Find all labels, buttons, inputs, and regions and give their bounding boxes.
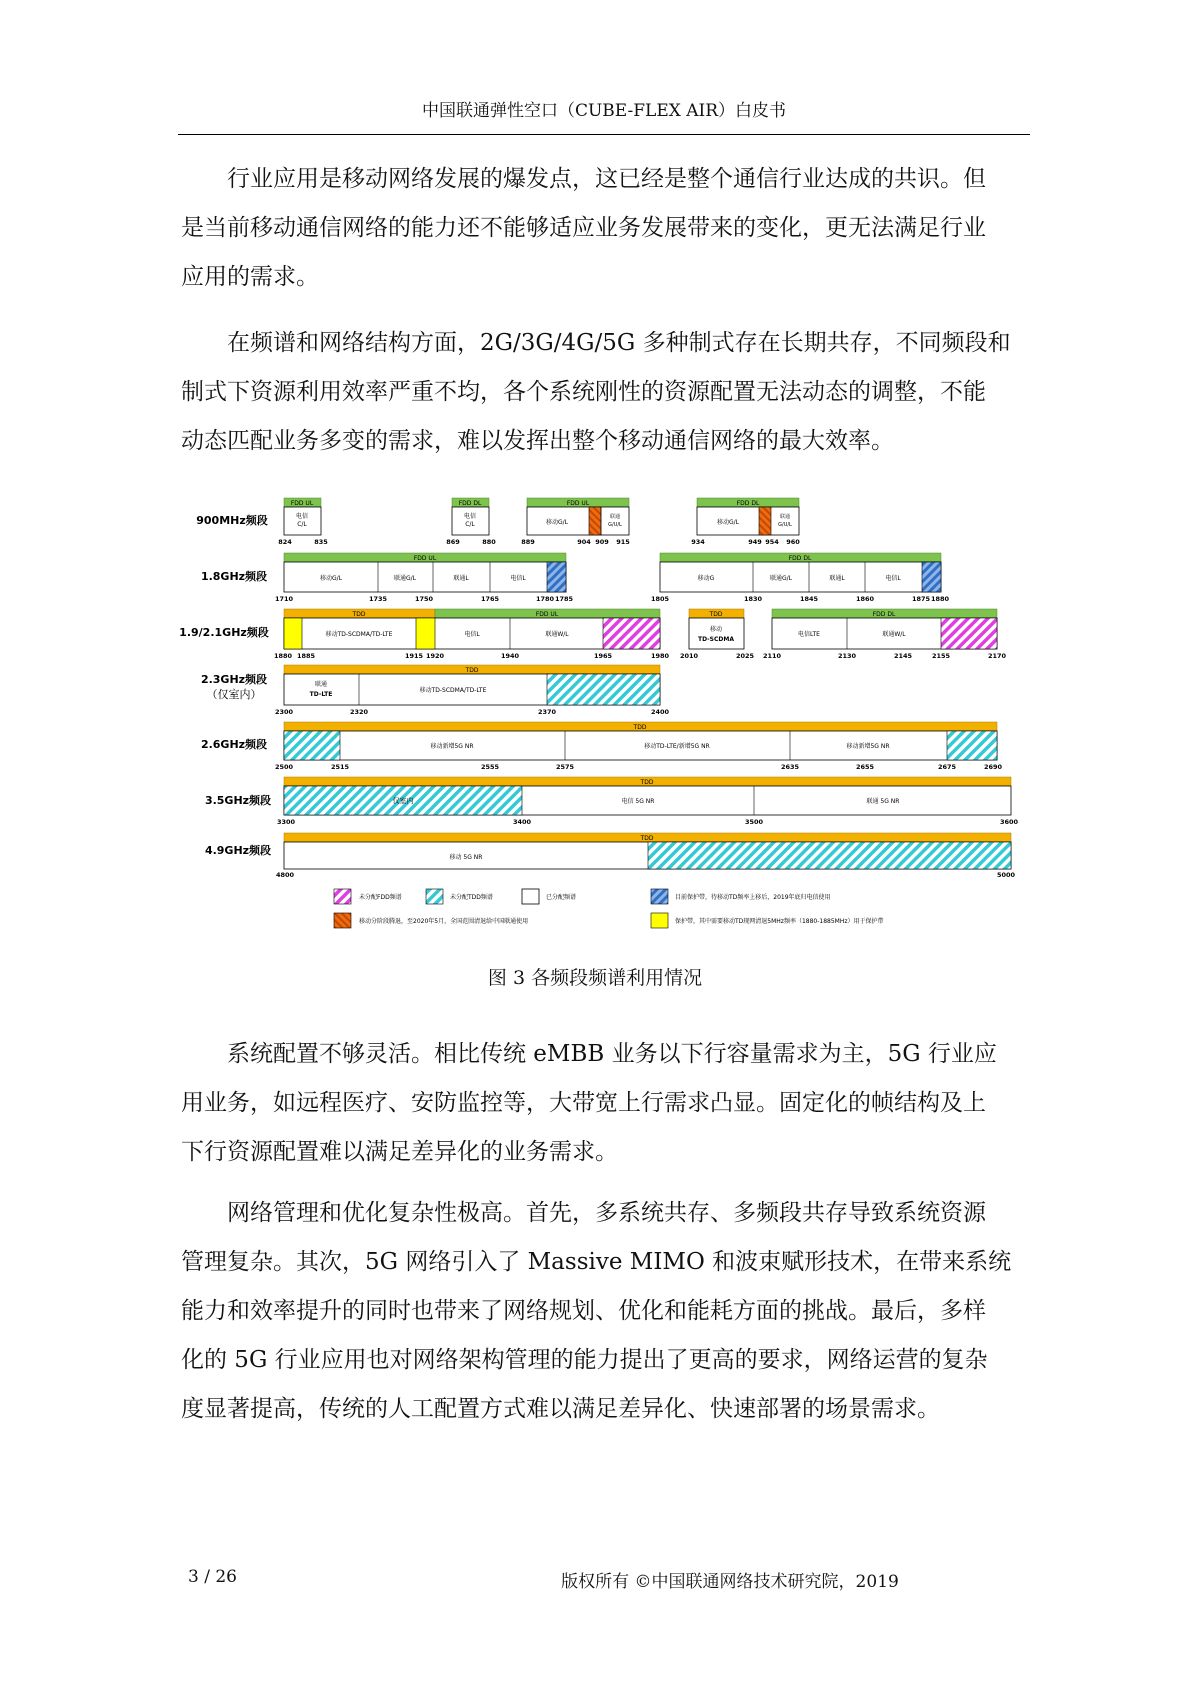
tick-label: 934 xyxy=(691,538,705,546)
tick-label: 1710 xyxy=(274,595,294,603)
unallocated-tdd-block xyxy=(947,731,997,760)
unallocated-fdd-block xyxy=(941,618,997,649)
block-label: 联通 5G NR xyxy=(866,798,900,805)
block-label: 电信 xyxy=(463,513,477,520)
row-label-2300: 2.3GHz频段 xyxy=(200,673,268,686)
paragraph-line: 系统配置不够灵活。相比传统 eMBB 业务以下行容量需求为主，5G 行业应 xyxy=(227,1041,997,1067)
tick-label: 2300 xyxy=(274,708,294,716)
legend-swatch xyxy=(334,889,351,904)
row-sublabel-2300: （仅室内） xyxy=(206,688,262,701)
migration-block xyxy=(589,507,601,535)
block-label: 移动 xyxy=(709,626,723,633)
tick-label: 2025 xyxy=(735,652,755,660)
paragraph-line: 网络管理和优化复杂性极高。首先，多系统共存、多频段共存导致系统资源 xyxy=(227,1200,986,1226)
tick-label: 1750 xyxy=(414,595,434,603)
block-label: 联通L xyxy=(453,575,469,582)
paragraph-management xyxy=(181,1189,1021,1434)
unallocated-tdd-block xyxy=(648,842,1011,869)
paragraph-line: 下行资源配置难以满足差异化的业务需求。 xyxy=(181,1139,618,1165)
paragraph-line: 应用的需求。 xyxy=(181,264,319,290)
tick-label: 1880 xyxy=(930,595,950,603)
row-label-1900-2100: 1.9/2.1GHz频段 xyxy=(179,626,269,639)
tick-label: 1830 xyxy=(743,595,763,603)
tick-label: 1735 xyxy=(368,595,388,603)
block-label: 电信LTE xyxy=(798,631,820,638)
tick-label: 2010 xyxy=(679,652,699,660)
tick-label: 1805 xyxy=(650,595,670,603)
bar-label: FDD UL xyxy=(290,500,314,507)
bar-label: FDD DL xyxy=(736,500,760,507)
block-label: 电信L xyxy=(464,631,480,638)
protection-block xyxy=(284,618,302,649)
bar-label: FDD DL xyxy=(458,500,482,507)
tick-label: 2515 xyxy=(330,763,350,771)
tick-label: 1880 xyxy=(273,652,293,660)
block-label: 移动G xyxy=(697,575,715,582)
tick-label: 1860 xyxy=(855,595,875,603)
tick-label: 824 xyxy=(278,538,292,546)
legend-label: 未分配FDD频谱 xyxy=(359,894,402,901)
row-label-2600: 2.6GHz频段 xyxy=(200,738,268,751)
tick-label: 960 xyxy=(786,538,800,546)
guard-band-block xyxy=(547,562,566,592)
block-label: G/U/L xyxy=(608,522,622,528)
unallocated-tdd-block xyxy=(547,674,660,705)
block-label: G/U/L xyxy=(778,522,792,528)
legend-swatch xyxy=(522,889,539,904)
spectrum-row xyxy=(284,731,997,760)
tick-label: 1765 xyxy=(480,595,500,603)
spectrum-block xyxy=(527,507,629,535)
legend-swatch xyxy=(426,889,443,904)
tick-label: 2690 xyxy=(983,763,1003,771)
paragraph-line: 行业应用是移动网络发展的爆发点，这已经是整个通信行业达成的共识。但 xyxy=(227,166,986,192)
legend-label: 目前保护带，待移动TD频率上移后，2019年底归电信使用 xyxy=(675,894,831,901)
row-label-4900: 4.9GHz频段 xyxy=(204,844,272,857)
block-label: 联通 xyxy=(314,681,328,688)
block-label: 电信L xyxy=(510,575,526,582)
tick-label: 5000 xyxy=(996,871,1016,879)
tick-label: 1885 xyxy=(296,652,316,660)
legend-label: 移动分阶段腾退，至2020年5月，全国范围清退给中国联通使用 xyxy=(359,918,529,925)
legend-swatch xyxy=(334,913,351,928)
bar-label: FDD DL xyxy=(872,611,896,618)
block-label: 移动新增5G NR xyxy=(846,743,890,750)
paragraph-line: 能力和效率提升的同时也带来了网络规划、优化和能耗方面的挑战。最后，多样 xyxy=(181,1298,986,1324)
tick-label: 2555 xyxy=(480,763,500,771)
tick-label: 3600 xyxy=(999,818,1019,826)
bar-label: TDD xyxy=(640,835,654,842)
bar-label: FDD UL xyxy=(413,555,437,562)
legend-swatch xyxy=(651,889,668,904)
tick-label: 904 xyxy=(577,538,591,546)
block-label: C/L xyxy=(465,521,475,528)
block-label: TD-LTE xyxy=(309,691,333,698)
bar-label: FDD UL xyxy=(535,611,559,618)
block-label: 移动G/L xyxy=(716,519,740,526)
paragraph-line: 度显著提高，传统的人工配置方式难以满足差异化、快速部署的场景需求。 xyxy=(181,1396,940,1422)
block-label: 联通 xyxy=(779,514,791,520)
tick-label: 2655 xyxy=(855,763,875,771)
block-label: 移动TD-LTE/新增5G NR xyxy=(644,743,710,750)
block-label: 电信L xyxy=(885,575,901,582)
bar-label: TDD xyxy=(640,779,654,786)
migration-block xyxy=(759,507,771,535)
block-label: 联通W/L xyxy=(545,631,569,638)
tick-label: 2400 xyxy=(650,708,670,716)
tick-label: 1920 xyxy=(425,652,445,660)
tick-label: 954 xyxy=(765,538,779,546)
unallocated-fdd-block xyxy=(603,618,660,649)
protection-block xyxy=(416,618,435,649)
bar-label: FDD UL xyxy=(566,500,590,507)
tick-label: 2170 xyxy=(987,652,1007,660)
tick-label: 2500 xyxy=(274,763,294,771)
tick-label: 3500 xyxy=(744,818,764,826)
block-label: 联通G/L xyxy=(769,575,793,582)
unallocated-tdd-block xyxy=(284,731,340,760)
row-label-900: 900MHz频段 xyxy=(196,514,268,527)
tick-label: 1940 xyxy=(500,652,520,660)
block-label: 电信 xyxy=(295,513,309,520)
row-label-3500: 3.5GHz频段 xyxy=(204,794,272,807)
tick-label: 1965 xyxy=(593,652,613,660)
guard-band-block xyxy=(922,562,941,592)
tick-label: 915 xyxy=(616,538,630,546)
tick-label: 1915 xyxy=(404,652,424,660)
tick-label: 1980 xyxy=(650,652,670,660)
tick-label: 909 xyxy=(595,538,609,546)
tick-label: 2675 xyxy=(937,763,957,771)
figure-caption: 图 3 各频段频谱利用情况 xyxy=(487,967,703,989)
spectrum-block xyxy=(697,507,799,535)
tick-label: 835 xyxy=(314,538,328,546)
tick-label: 2370 xyxy=(537,708,557,716)
bar-label: TDD xyxy=(709,611,723,618)
bar-label: TDD xyxy=(352,611,366,618)
paragraph-line: 在频谱和网络结构方面，2G/3G/4G/5G 多种制式存在长期共存，不同频段和 xyxy=(227,330,1011,356)
block-label: 移动TD-SCDMA/TD-LTE xyxy=(325,631,393,638)
block-label: 移动新增5G NR xyxy=(430,743,474,750)
block-label: 移动 5G NR xyxy=(449,854,483,861)
tick-label: 1785 xyxy=(554,595,574,603)
tick-label: 1845 xyxy=(799,595,819,603)
tick-label: 4800 xyxy=(275,871,295,879)
tick-label: 869 xyxy=(446,538,460,546)
paragraph-line: 动态匹配业务多变的需求，难以发挥出整个移动通信网络的最大效率。 xyxy=(181,428,894,454)
block-label: 联通L xyxy=(829,575,845,582)
tick-label: 3300 xyxy=(276,818,296,826)
copyright-notice: 版权所有 ©中国联通网络技术研究院，2019 xyxy=(561,1572,899,1592)
paragraph-line: 制式下资源利用效率严重不均，各个系统刚性的资源配置无法动态的调整，不能 xyxy=(181,379,986,405)
tick-label: 880 xyxy=(482,538,496,546)
block-label: 联通 xyxy=(609,514,621,520)
tick-label: 1780 xyxy=(535,595,555,603)
block-label: 联通G/L xyxy=(393,575,417,582)
bar-label: FDD DL xyxy=(788,555,812,562)
spectrum-block xyxy=(689,618,744,649)
bar-label: TDD xyxy=(633,724,647,731)
tick-label: 2110 xyxy=(762,652,782,660)
page-number: 3 / 26 xyxy=(188,1567,237,1587)
paragraph-line: 用业务，如远程医疗、安防监控等，大带宽上行需求凸显。固定化的帧结构及上 xyxy=(181,1090,986,1116)
tick-label: 2320 xyxy=(349,708,369,716)
legend-swatch xyxy=(651,913,668,928)
page-header-title: 中国联通弹性空口（CUBE-FLEX AIR）白皮书 xyxy=(421,101,787,121)
tick-label: 2155 xyxy=(931,652,951,660)
block-label: 联通W/L xyxy=(882,631,906,638)
legend-label: 已分配频谱 xyxy=(546,894,577,901)
block-label: 电信 5G NR xyxy=(621,798,655,805)
row-label-1800: 1.8GHz频段 xyxy=(200,570,268,583)
block-label: 移动G/L xyxy=(545,519,569,526)
tick-label: 889 xyxy=(521,538,535,546)
bar-label: TDD xyxy=(465,667,479,674)
block-label: 移动TD-SCDMA/TD-LTE xyxy=(419,687,487,694)
paragraph-flexibility xyxy=(181,1030,1021,1177)
legend-label: 保护带，其中需要移动TD现网清退5MHz频率（1880-1885MHz）用于保护带 xyxy=(675,918,884,925)
tick-label: 2130 xyxy=(837,652,857,660)
tick-label: 1875 xyxy=(911,595,931,603)
paragraph-line: 化的 5G 行业应用也对网络架构管理的能力提出了更高的要求，网络运营的复杂 xyxy=(181,1347,988,1373)
block-label: C/L xyxy=(297,521,307,528)
paragraph-line: 管理复杂。其次，5G 网络引入了 Massive MIMO 和波束赋形技术，在带来系统 xyxy=(181,1249,1012,1275)
tick-label: 3400 xyxy=(512,818,532,826)
block-label: TD-SCDMA xyxy=(698,636,734,643)
tick-label: 949 xyxy=(748,538,762,546)
legend-label: 未分配TDD频谱 xyxy=(450,894,493,901)
tick-label: 2145 xyxy=(893,652,913,660)
paragraph-line: 是当前移动通信网络的能力还不能够适应业务发展带来的变化，更无法满足行业 xyxy=(181,215,986,241)
tick-label: 2635 xyxy=(780,763,800,771)
block-label: 仅室内 xyxy=(392,797,414,805)
block-label: 移动G/L xyxy=(319,575,343,582)
tick-label: 2575 xyxy=(555,763,575,771)
